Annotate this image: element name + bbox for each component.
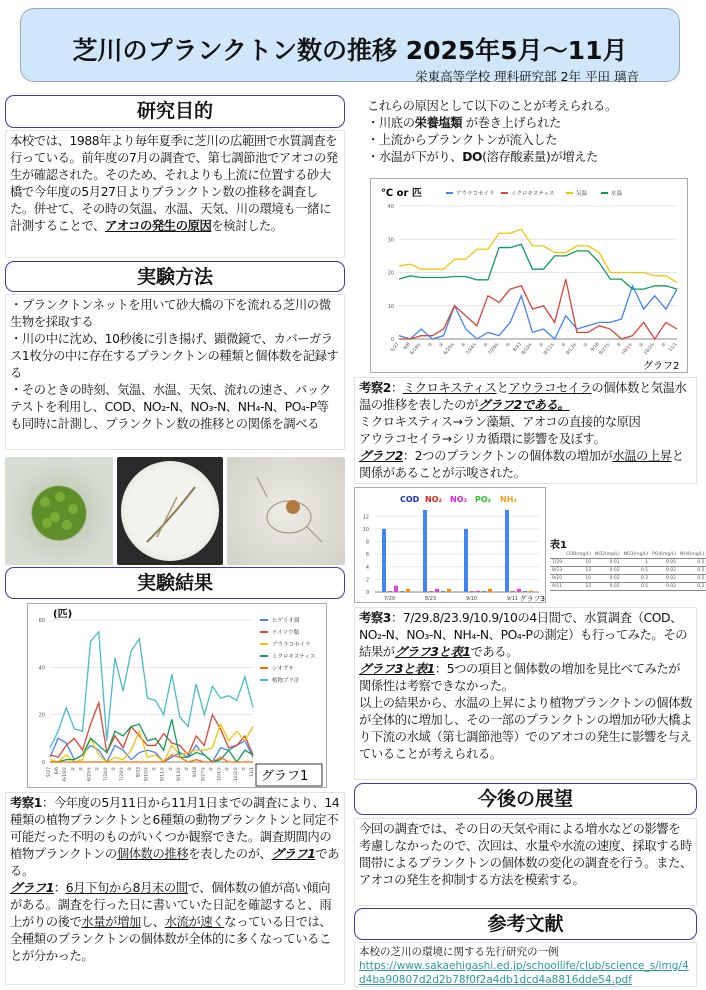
poster-title: 芝川のプランクトン数の推移 2025年5月～11月	[72, 36, 628, 65]
table-cell: 7/29	[552, 560, 563, 565]
graph1	[27, 603, 327, 788]
graph-title: グラフ3	[519, 595, 545, 603]
y-axis-label: (匹)	[53, 609, 73, 620]
graph2-svg	[371, 179, 689, 374]
d1-text: し、	[140, 915, 165, 929]
table-header-row	[550, 551, 706, 559]
d3-text: ：7/29.8/23.9/10.9/10の4日間で、水質調査（COD、NO₂-N、NO₃-N、NH₄-N、PO₄-Pの測定）も行ってみた。その結果が	[359, 611, 688, 659]
x-tick-label: ②	[460, 342, 468, 349]
table-row	[550, 575, 706, 583]
table-cell: 0.5	[678, 575, 706, 583]
x-tick-label: ②	[152, 767, 158, 772]
x-tick-label: 9/13①	[565, 342, 579, 357]
x-tick-label: ②	[168, 767, 174, 772]
table-cell: 13	[564, 567, 593, 575]
legend-label: 水温	[611, 191, 623, 197]
d1-graph-ref: グラフ1	[10, 881, 54, 895]
table1-title: 表1	[550, 540, 567, 551]
reference-link[interactable]: https://www.sakaehigashi.ed.jp/schoollife/club/science_s/img/4d4ba90807d2d2b78f0f2a4db1dcd4a8816dde54.pdf	[359, 960, 689, 986]
x-tick-label: ③	[438, 342, 446, 349]
x-tick-label: 9/13①	[176, 767, 182, 782]
graph3-svg	[355, 488, 547, 604]
x-tick-label: ②	[583, 342, 590, 349]
discussion2-label: 考察2	[359, 381, 391, 395]
table-cell: 0.05	[650, 559, 678, 567]
y-tick-label: 20	[38, 712, 45, 719]
x-tick-label: 10/2①	[233, 767, 239, 782]
references-text	[354, 942, 697, 987]
bar-NO₂	[511, 591, 515, 592]
d3-text: である。	[470, 645, 519, 659]
x-tick-label: ②	[185, 767, 191, 772]
x-tick-label: 11/1	[668, 342, 679, 354]
y-tick-label: 4	[365, 564, 369, 571]
title-banner	[20, 8, 680, 82]
table-cell: 0.02	[593, 575, 622, 583]
bar-COD	[382, 529, 386, 592]
d1-text: ：今年度の5月11日から11月1日までの調査により、14種類の植物プランクトンと6種類の動物プランクトンと同定不可能だった不明のものがいくつか観察できた。調査期間内の植物プランクトンの	[10, 796, 340, 861]
y-tick-label: 0	[365, 590, 369, 596]
bar-NH₄	[529, 591, 533, 592]
discussion2-text	[354, 377, 697, 484]
x-tick-label: 8/23	[136, 767, 142, 778]
graph2	[370, 178, 688, 373]
d2-text: の個体数と気温水温の推移を表したのが	[359, 381, 687, 412]
series-line-植物プラ計	[50, 632, 253, 748]
d2-text: アウラコセイラ→シリカ循環に影響を及ぼす。	[359, 432, 606, 446]
x-tick-label: ②	[483, 342, 490, 349]
table-row	[550, 567, 706, 575]
x-tick-label: 9/10	[465, 596, 478, 602]
x-tick-label: ③	[79, 767, 85, 772]
table1	[550, 536, 705, 591]
x-tick-label: ②	[128, 767, 134, 772]
x-tick-label: 11/1	[250, 767, 255, 778]
table-cell: 10	[564, 559, 593, 567]
table-cell: NO2(mg/L)	[595, 552, 620, 557]
y-tick-label: 20	[387, 270, 394, 277]
d2-graph-ref: グラフ2である。	[477, 398, 570, 412]
graph3	[354, 487, 546, 603]
table-cell: 13	[564, 583, 593, 591]
d2-underline: 水温の上昇	[612, 449, 672, 463]
d1-text: なっている日では、全種類のプランクトンの個体数が全体的に多くなっていることが分かった。	[10, 915, 332, 963]
bar-PO₄	[441, 591, 445, 592]
x-tick-label: 6/19①	[63, 767, 69, 782]
table-row	[550, 583, 706, 591]
x-tick-label: ②	[111, 767, 117, 772]
y-tick-label: 40	[387, 204, 394, 210]
table-cell: PO4(mg/L)	[652, 552, 677, 557]
y-axis-label: ℃ or 匹	[381, 188, 422, 199]
x-tick-label: ②	[538, 342, 546, 349]
x-tick-label: 7/29	[383, 596, 396, 602]
d1-underline: 6月下旬から8月末の間	[65, 881, 188, 895]
bar-NO₂	[470, 591, 474, 592]
legend-label: アウラコセイラ	[456, 191, 495, 197]
x-tick-label: 9/18	[193, 767, 199, 778]
legend-label: COD	[400, 495, 420, 504]
references-heading: 参考文献	[354, 908, 697, 940]
x-tick-label: 10/1①	[621, 342, 635, 357]
legend-label: NO₂	[425, 495, 442, 504]
x-tick-label: 9/11①	[160, 767, 166, 782]
y-tick-label: 60	[38, 618, 45, 624]
purpose-heading: 研究目的	[5, 95, 345, 128]
d2-text: と	[496, 381, 509, 395]
bar-NO₃	[517, 589, 521, 592]
cause-item	[367, 132, 692, 149]
cause-item	[367, 115, 692, 132]
x-tick-label: ②	[427, 342, 434, 349]
results-heading: 実験結果	[5, 567, 345, 599]
purpose-text	[5, 130, 345, 258]
legend-label: 気温	[576, 191, 588, 197]
y-tick-label: 2	[365, 577, 369, 584]
cause-text: が巻き上げられた	[462, 116, 561, 130]
y-tick-label: 30	[387, 237, 394, 244]
bar-NO₂	[429, 591, 433, 592]
purpose-body: 本校では、1988年より毎年夏季に芝川の広範囲で水質調査を行っている。前年度の7月の調査で、第七調節池でアオコの発生が確認された。そのため、それよりも上流に位置する砂大橋で今年度の5月27日よりプランクトン数の推移を調査した。併せて、その時の気温、水温、天気、川の環境も一緒に計測することで、	[10, 134, 338, 233]
d1-underline: 個体数の推移	[116, 847, 189, 861]
table-cell: 0.5	[622, 567, 651, 575]
table-cell: 8/23	[552, 568, 563, 573]
discussion1-text	[5, 792, 345, 985]
d1-text: である。	[10, 847, 340, 878]
causes-text	[362, 95, 697, 170]
y-tick-label: 0	[390, 337, 394, 343]
d1-text: ：	[53, 881, 66, 895]
bar-COD	[505, 510, 509, 592]
cause-item	[367, 149, 692, 166]
purpose-tail: を検討した。	[211, 219, 283, 233]
table-cell: 0.02	[650, 567, 678, 575]
d2-text: ミクロキスティス→ラン藻類、アオコの直接的な原因	[359, 415, 641, 429]
x-tick-label: 8/23	[424, 596, 437, 602]
table-cell: 0.02	[593, 567, 622, 575]
graph-title: グラフ1	[261, 769, 309, 784]
x-tick-label: ②	[209, 767, 215, 772]
table-cell: NH4(mg/L)	[680, 552, 705, 557]
table-cell	[550, 551, 564, 559]
x-tick-label: 9/18	[590, 342, 601, 354]
table-cell: 0.5	[678, 559, 706, 567]
legend-label: アウラコセイラ	[272, 642, 311, 648]
x-tick-label: 6/6	[55, 767, 61, 775]
x-tick-label: 10/2①	[643, 342, 657, 357]
x-tick-label: ②	[505, 342, 512, 349]
causes-intro: これらの原因として以下のことが考えられる。	[367, 99, 617, 113]
table-row	[550, 559, 706, 567]
series-line-水温	[399, 244, 677, 289]
table-cell: 0.5	[678, 567, 706, 575]
legend-label: ミクロキスティス	[511, 191, 555, 197]
d1-text: を表したのが、	[188, 847, 272, 861]
algae-colony-icon	[5, 457, 113, 565]
y-tick-label: 10	[362, 526, 369, 533]
d1-graph-ref: グラフ1	[271, 847, 316, 861]
table-cell: 0.2	[678, 583, 706, 591]
d1-underline: 水流が速く	[164, 915, 225, 929]
method-item: ・そのときの時刻、気温、水温、天気、流れの速さ、パックテストを利用し、COD、NO₂-N、NO₃-N、NH₄-N、PO₄-P等も同時に計測し、プランクトン数の推移との関係を調べる	[10, 383, 331, 431]
d2-text: と関係があることが示唆された。	[359, 449, 684, 480]
d3-graph-ref: グラフ3と表1	[394, 645, 471, 659]
x-tick-label: 5/27	[47, 767, 52, 778]
x-tick-label: 9/27①	[201, 767, 207, 782]
x-tick-label: 6/25①	[87, 767, 93, 782]
table-cell: 0.01	[593, 559, 622, 567]
bar-NO₃	[394, 586, 398, 592]
table-cell: 1	[622, 559, 651, 567]
bar-NH₄	[488, 589, 492, 592]
x-tick-label: 7/24①	[103, 767, 109, 782]
graph1-svg	[28, 604, 328, 789]
bar-PO₄	[523, 591, 527, 592]
cause-bold: 栄養塩類	[414, 116, 463, 130]
x-tick-label: 9/10①	[521, 342, 534, 357]
discussion3-text	[354, 607, 697, 780]
table-cell: 0.5	[622, 583, 651, 591]
purpose-emphasis: アオコの発生の原因	[104, 219, 212, 233]
x-tick-label: 9/11①	[543, 342, 557, 357]
zooplankton-icon	[227, 457, 345, 565]
x-tick-label: ②	[660, 342, 668, 349]
cause-text: (溶存酸素量)が増えた	[482, 150, 598, 164]
legend-label: 植物プラ計	[272, 678, 300, 684]
authors: 栄東高等学校 理科研究部 2年 平田 璃音	[415, 69, 639, 84]
d1-underline: 水量が増加	[81, 915, 141, 929]
method-item: ・川の中に沈め、10秒後に引き揚げ、顕微鏡で、カバーガラス1枚分の中に存在するプランクトンの種類と個体数を記録する	[10, 332, 339, 380]
bar-PO₄	[482, 591, 486, 592]
x-tick-label: ②	[241, 767, 247, 772]
d2-underline: アウラコセイラ	[508, 381, 592, 395]
legend-label: ミクロキスティス	[272, 654, 316, 660]
y-tick-label: 12	[362, 514, 369, 521]
y-tick-label: 10	[387, 303, 394, 310]
y-tick-label: 40	[38, 665, 45, 672]
photo-green-algae	[5, 457, 113, 565]
bar-NO₃	[476, 591, 480, 592]
d3-text: ：5つの項目と個体数の増加を見比べてみたが関係性は考察できなかった。	[359, 662, 681, 693]
cause-bold: DO	[462, 150, 483, 164]
d1-text: で、個体数の値が高い傾向がある。調査を行った日に書いていた日記を確認すると、雨上がりの後で	[10, 881, 332, 929]
x-tick-label: 7/29①	[487, 342, 501, 357]
x-tick-label: 6/19①	[409, 342, 423, 357]
table-cell: COD(mg/L)	[566, 552, 592, 557]
bar-NO₂	[388, 591, 392, 592]
method-item: ・プランクトンネットを用いて砂大橋の下を流れる芝川の微生物を採取する	[10, 298, 331, 329]
bar-COD	[464, 529, 468, 592]
table-cell: 9/10	[552, 576, 563, 581]
d2-text: ：2つのプランクトンの個体数の増加が	[402, 449, 613, 463]
reference-description: 本校の芝川の環境に関する先行研究の一例	[359, 946, 559, 958]
x-tick-label: ②	[616, 342, 623, 349]
table-cell: 10	[564, 575, 593, 583]
bar-NH₄	[447, 589, 451, 592]
photo-zooplankton	[227, 457, 345, 565]
x-tick-label: ②	[638, 342, 646, 349]
x-tick-label: ②	[225, 767, 231, 772]
x-tick-label: 9/27①	[598, 342, 612, 357]
method-heading: 実験方法	[5, 261, 345, 292]
graph-title: グラフ2	[643, 361, 680, 372]
table-cell: 0.02	[650, 583, 678, 591]
x-tick-label: 5/27	[390, 342, 401, 354]
discussion1-label: 考察1	[10, 796, 42, 810]
cause-text: ・水温が下がり、	[367, 150, 463, 164]
cause-text: ・川底の	[367, 116, 415, 130]
table-cell: 0.2	[622, 575, 651, 583]
photo-microscope-view	[117, 457, 223, 565]
y-tick-label: 0	[41, 760, 45, 766]
d2-graph-ref: グラフ2	[359, 449, 403, 463]
bar-PO₄	[400, 591, 404, 592]
bar-COD	[423, 510, 427, 592]
legend-label: PO₄	[475, 495, 492, 504]
method-text	[5, 294, 345, 450]
legend-label: NH₄	[500, 495, 517, 504]
cause-text: ・上流からプランクトンが流入した	[367, 133, 558, 147]
legend-label: ヒゲリオ属	[272, 618, 300, 624]
legend-label: シオグサ	[272, 666, 294, 672]
x-tick-label: 6/6	[403, 342, 412, 351]
table-cell: 0.02	[650, 575, 678, 583]
y-tick-label: 8	[365, 539, 369, 546]
legend-label: NO₃	[450, 495, 467, 504]
bar-NH₄	[406, 589, 410, 592]
x-tick-label: 6/25①	[443, 342, 457, 357]
table1-grid	[550, 551, 706, 591]
series-line-気温	[399, 229, 677, 282]
future-text: 今回の調査では、その日の天気や雨による増水などの影響を考慮しなかったので、次回は、水量や水流の速度、採取する時間帯によるプランクトンの個体数の変化の調査を行う。また、アオコの発生を抑制する方法を模索する。	[354, 818, 697, 906]
discussion3-label: 考察3	[359, 611, 391, 625]
y-tick-label: 6	[365, 552, 369, 559]
diatom-filament-icon	[117, 457, 223, 565]
x-tick-label: ②	[95, 767, 101, 772]
d3-text: 以上の結果から、水温の上昇により植物プランクトンの個体数が全体的に増加し、その一部のプランクトンの増加が砂大橋より下流の水域（第七調節池等）でのアオコの発生に影響を与えていることが考えられる。	[359, 696, 692, 761]
x-tick-label: 7/24①	[465, 342, 479, 357]
d3-graph-ref: グラフ3と表1	[359, 662, 435, 676]
d2-text: ：	[390, 381, 403, 395]
x-tick-label: 9/10①	[144, 767, 150, 782]
bar-NO₃	[435, 589, 439, 592]
future-heading: 今後の展望	[354, 783, 697, 815]
x-tick-label: 8/23	[512, 342, 523, 354]
table-cell: 0.02	[593, 583, 622, 591]
x-tick-label: 7/29①	[120, 767, 126, 782]
legend-label: ケイソウ類	[272, 630, 300, 636]
x-tick-label: 9/11	[506, 596, 519, 602]
x-tick-label: ②	[71, 767, 77, 772]
table-cell: NO3(mg/L)	[623, 552, 649, 557]
x-tick-label: 10/1①	[217, 767, 223, 782]
x-tick-label: ②	[560, 342, 568, 349]
d2-underline: ミクロキスティス	[402, 381, 497, 395]
table-cell: 9/11	[552, 584, 563, 589]
